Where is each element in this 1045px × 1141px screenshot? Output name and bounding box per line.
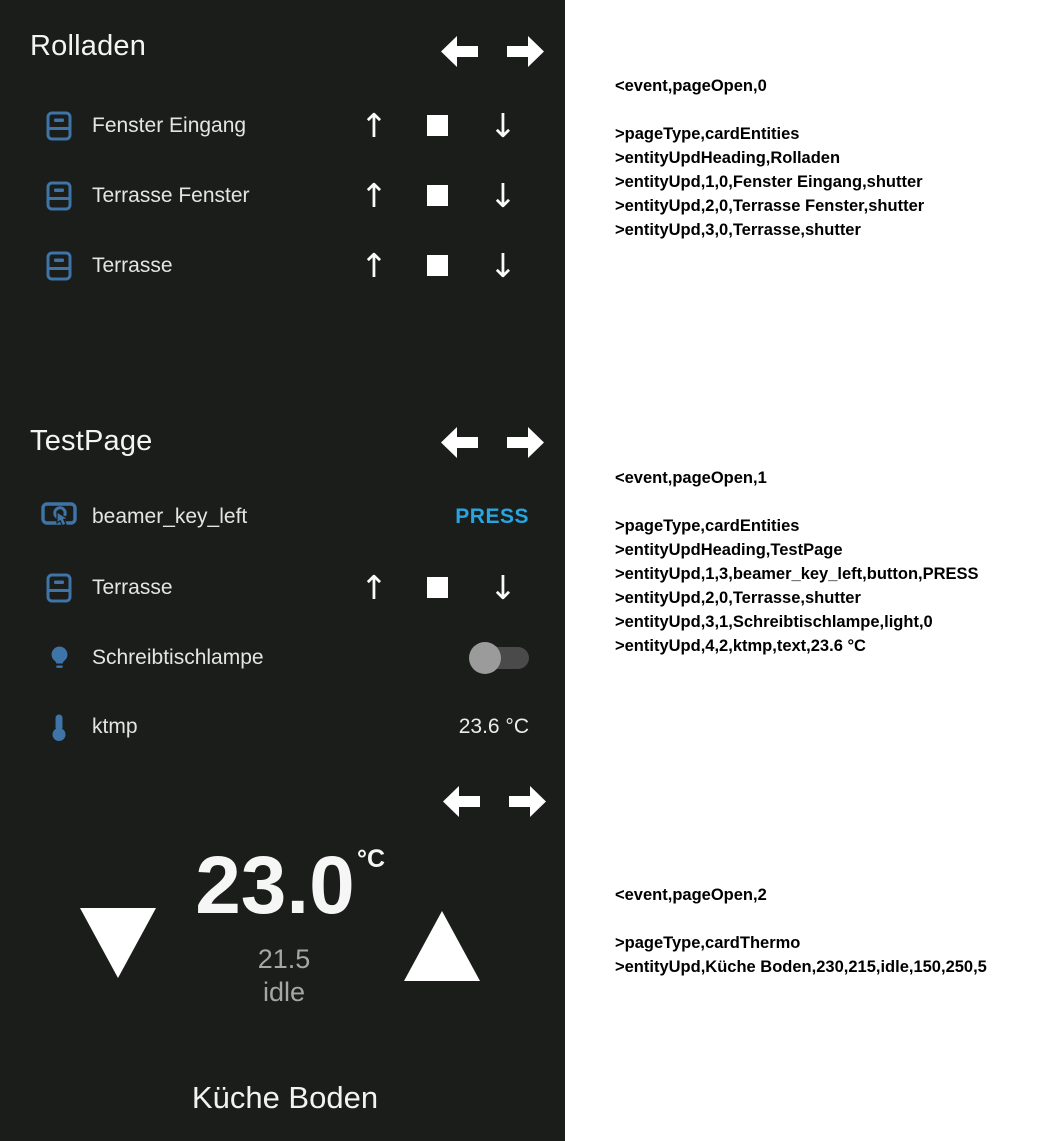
protocol-line: >entityUpd,3,1,Schreibtischlampe,light,0 xyxy=(615,613,933,631)
thermostat-name: Küche Boden xyxy=(191,1080,379,1115)
window-shutter-icon xyxy=(40,178,78,214)
protocol-block-page2 xyxy=(615,883,1040,979)
shutter-stop-button[interactable] xyxy=(427,115,448,136)
arrow-left-icon[interactable] xyxy=(443,786,480,822)
protocol-line: >entityUpd,Küche Boden,230,215,idle,150,250,5 xyxy=(615,958,987,976)
protocol-line: >entityUpd,3,0,Terrasse,shutter xyxy=(615,221,861,239)
temperature-value: 23.6 °C xyxy=(458,715,529,738)
entity-label: Terrasse xyxy=(92,254,173,277)
arrow-right-icon[interactable] xyxy=(509,786,546,822)
arrow-left-icon[interactable] xyxy=(441,36,478,72)
protocol-line: >entityUpd,2,0,Terrasse Fenster,shutter xyxy=(615,197,925,215)
light-toggle-switch[interactable] xyxy=(469,642,529,674)
entity-row-terrasse-fenster xyxy=(0,170,565,222)
arrow-right-icon[interactable] xyxy=(507,36,544,72)
entity-label: beamer_key_left xyxy=(92,505,248,528)
protocol-line: >pageType,cardEntities xyxy=(615,125,800,143)
card-rolladen-title: Rolladen xyxy=(30,30,147,62)
protocol-line: <event,pageOpen,1 xyxy=(615,469,767,487)
window-shutter-icon xyxy=(40,570,78,606)
entity-label: ktmp xyxy=(92,715,138,738)
entity-label: Terrasse Fenster xyxy=(92,184,250,207)
shutter-stop-button[interactable] xyxy=(427,185,448,206)
shutter-stop-button[interactable] xyxy=(427,255,448,276)
entity-label: Terrasse xyxy=(92,576,173,599)
shutter-up-button[interactable]: ↑ xyxy=(360,176,388,215)
shutter-stop-button[interactable] xyxy=(427,577,448,598)
shutter-up-button[interactable]: ↑ xyxy=(360,246,388,285)
setpoint-temperature: 21.5 xyxy=(257,944,311,974)
protocol-line: >entityUpd,1,0,Fenster Eingang,shutter xyxy=(615,173,923,191)
arrow-right-icon[interactable] xyxy=(507,427,544,463)
protocol-line: >pageType,cardEntities xyxy=(615,517,800,535)
toggle-knob xyxy=(469,642,501,674)
temperature-unit: °C xyxy=(357,845,386,873)
entity-row-schreibtischlampe xyxy=(0,632,565,684)
shutter-down-button[interactable]: ↓ xyxy=(489,106,517,145)
shutter-up-button[interactable]: ↑ xyxy=(360,106,388,145)
gesture-tap-button-icon xyxy=(40,499,78,535)
protocol-line: >entityUpd,1,3,beamer_key_left,button,PRESS xyxy=(615,565,979,583)
entity-row-beamer-key-left xyxy=(0,491,565,543)
protocol-line xyxy=(615,907,1040,931)
shutter-up-button[interactable]: ↑ xyxy=(360,568,388,607)
page-nav xyxy=(441,36,565,67)
protocol-block-page1 xyxy=(615,466,1040,658)
protocol-block-page0 xyxy=(615,74,1040,242)
protocol-line: <event,pageOpen,0 xyxy=(615,77,767,95)
thermometer-icon xyxy=(40,709,78,745)
entity-row-ktmp xyxy=(0,701,565,753)
entity-row-terrasse-2 xyxy=(0,562,565,614)
shutter-down-button[interactable]: ↓ xyxy=(489,176,517,215)
protocol-line: >pageType,cardThermo xyxy=(615,934,801,952)
press-button[interactable]: PRESS xyxy=(455,505,529,528)
window-shutter-icon xyxy=(40,248,78,284)
current-temperature: 23.0 xyxy=(195,840,355,931)
protocol-line: >entityUpdHeading,TestPage xyxy=(615,541,843,559)
protocol-line xyxy=(615,98,1040,122)
protocol-line: >entityUpdHeading,Rolladen xyxy=(615,149,841,167)
card-testpage-title: TestPage xyxy=(30,425,153,457)
shutter-down-button[interactable]: ↓ xyxy=(489,246,517,285)
protocol-line: <event,pageOpen,2 xyxy=(615,886,767,904)
lightbulb-icon xyxy=(40,640,78,676)
page-nav xyxy=(443,786,565,817)
hvac-status: idle xyxy=(262,977,306,1007)
protocol-line: >entityUpd,4,2,ktmp,text,23.6 °C xyxy=(615,637,866,655)
entity-label: Fenster Eingang xyxy=(92,114,247,137)
entity-label: Schreibtischlampe xyxy=(92,646,264,669)
arrow-left-icon[interactable] xyxy=(441,427,478,463)
protocol-line xyxy=(615,490,1040,514)
entity-row-terrasse xyxy=(0,240,565,292)
entity-row-fenster-eingang xyxy=(0,100,565,152)
shutter-down-button[interactable]: ↓ xyxy=(489,568,517,607)
window-shutter-icon xyxy=(40,108,78,144)
page-nav xyxy=(441,427,565,458)
protocol-line: >entityUpd,2,0,Terrasse,shutter xyxy=(615,589,861,607)
